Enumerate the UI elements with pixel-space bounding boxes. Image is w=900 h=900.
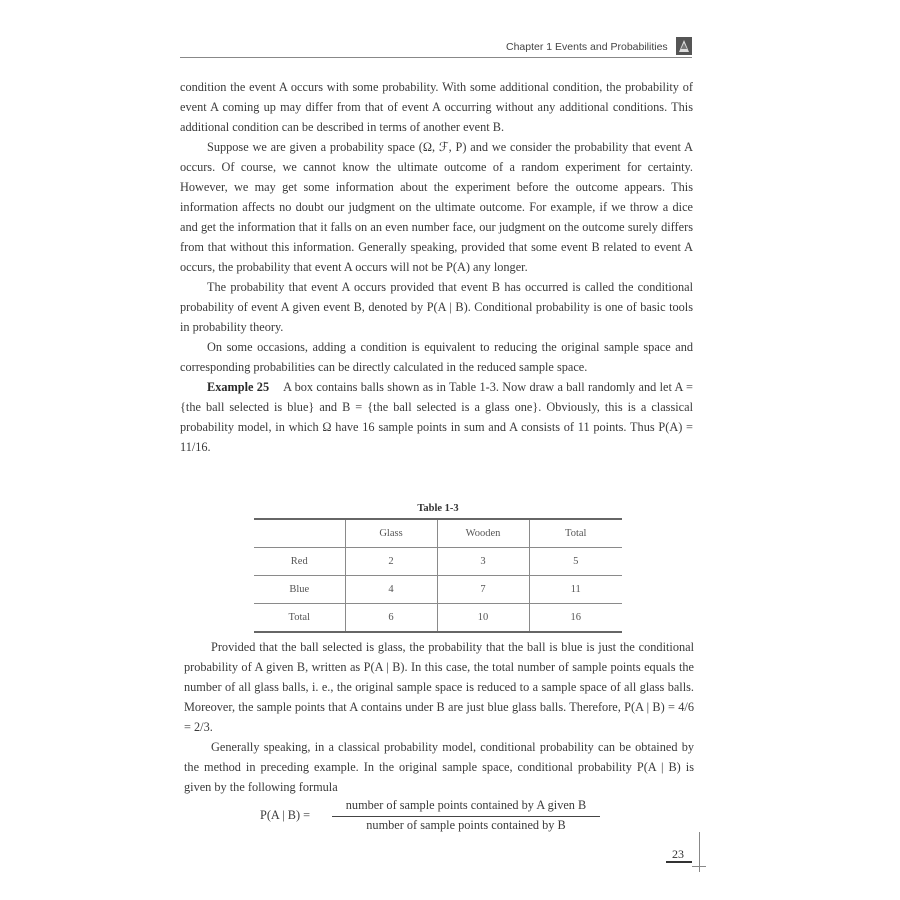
- paragraph-7: Generally speaking, in a classical probability model, conditional probability can be obtained by the method in preceding example. In the original sample space, conditional probability P(A | B) is given by the following formula: [184, 740, 694, 794]
- body-text-continued: [184, 637, 694, 797]
- crop-mark-horizontal: [692, 866, 706, 867]
- table-caption: Table 1-3: [417, 503, 459, 514]
- header-rule: [180, 57, 692, 58]
- ball-table: [254, 518, 622, 633]
- table-header-row: [254, 519, 622, 548]
- table-cell: 6: [345, 604, 437, 633]
- table-cell: 11: [529, 576, 622, 604]
- formula-denominator: number of sample points contained by B: [366, 818, 566, 832]
- fraction-bar: [332, 816, 600, 817]
- table-row-label: Blue: [254, 576, 345, 604]
- example-label: Example 25: [207, 380, 270, 394]
- table-header-cell: Total: [529, 519, 622, 548]
- table-row: [254, 604, 622, 633]
- table-cell: 10: [437, 604, 529, 633]
- paragraph-2: Suppose we are given a probability space (Ω, ℱ, P) and we consider the probability that event A occurs. Of course, we cannot know the ultimate outcome of a random experiment for certainty. However, we may get some information about the experiment before the outcome appears. This information affects no doubt our judgment on the ultimate outcome. For example, if we throw a dice and get the information that it falls on an even number face, our judgment on the outcome surely differs from that without this information. Generally speaking, provided that some event B related to event A occurs, the probability that event A occurs will not be P(A) any longer.: [180, 140, 693, 274]
- page-number-rule: [666, 861, 692, 863]
- table-header-cell: Glass: [345, 519, 437, 548]
- table-cell: 16: [529, 604, 622, 633]
- table-header-cell: Wooden: [437, 519, 529, 548]
- table-cell: 3: [437, 548, 529, 576]
- table-cell: 2: [345, 548, 437, 576]
- table-cell: 5: [529, 548, 622, 576]
- running-title: Chapter 1 Events and Probabilities: [506, 41, 668, 53]
- example-paragraph: [180, 377, 693, 457]
- paragraph-6: Provided that the ball selected is glass, the probability that the ball is blue is just the conditional probability of A given B, written as P(A | B). In this case, the total number of sample points equals the number of all glass balls, i. e., the original sample space is reduced to a sample space of all glass balls. Moreover, the sample points that A contains under B are just blue glass balls. Therefore, P(A | B) = 4/6 = 2/3.: [184, 640, 694, 734]
- paragraph-4: On some occasions, adding a condition is equivalent to reducing the original sample space and corresponding probabilities can be directly calculated in the reduced sample space.: [180, 340, 693, 374]
- paragraph-1: condition the event A occurs with some probability. With some additional condition, the probability of event A coming up may differ from that of event A occurring without any additional conditions. This additional condition can be described in terms of another event B.: [180, 80, 693, 134]
- table-row: [254, 576, 622, 604]
- running-header: [500, 38, 692, 58]
- table-row-label: Total: [254, 604, 345, 633]
- page-number: 23: [672, 847, 684, 861]
- table-row-label: Red: [254, 548, 345, 576]
- chapter-emblem-icon: [676, 37, 692, 55]
- table-cell: 7: [437, 576, 529, 604]
- paragraph-3: The probability that event A occurs provided that event B has occurred is called the conditional probability of event A given event B, denoted by P(A | B). Conditional probability is one of basic tools in probability theory.: [180, 280, 693, 334]
- formula-lhs: P(A | B) =: [260, 808, 311, 822]
- table-corner-cell: [254, 519, 345, 548]
- table-cell: 4: [345, 576, 437, 604]
- body-text: [180, 77, 693, 457]
- example-text: A box contains balls shown as in Table 1-3. Now draw a ball randomly and let A = {the ball selected is blue} and B = {the ball selected is a glass one}. Obviously, this is a classical probability model, in which Ω have 16 sample points in sum and A consists of 11 points. Thus P(A) = 11/16.: [180, 380, 693, 454]
- formula-numerator: number of sample points contained by A given B: [345, 798, 587, 812]
- table-row: [254, 548, 622, 576]
